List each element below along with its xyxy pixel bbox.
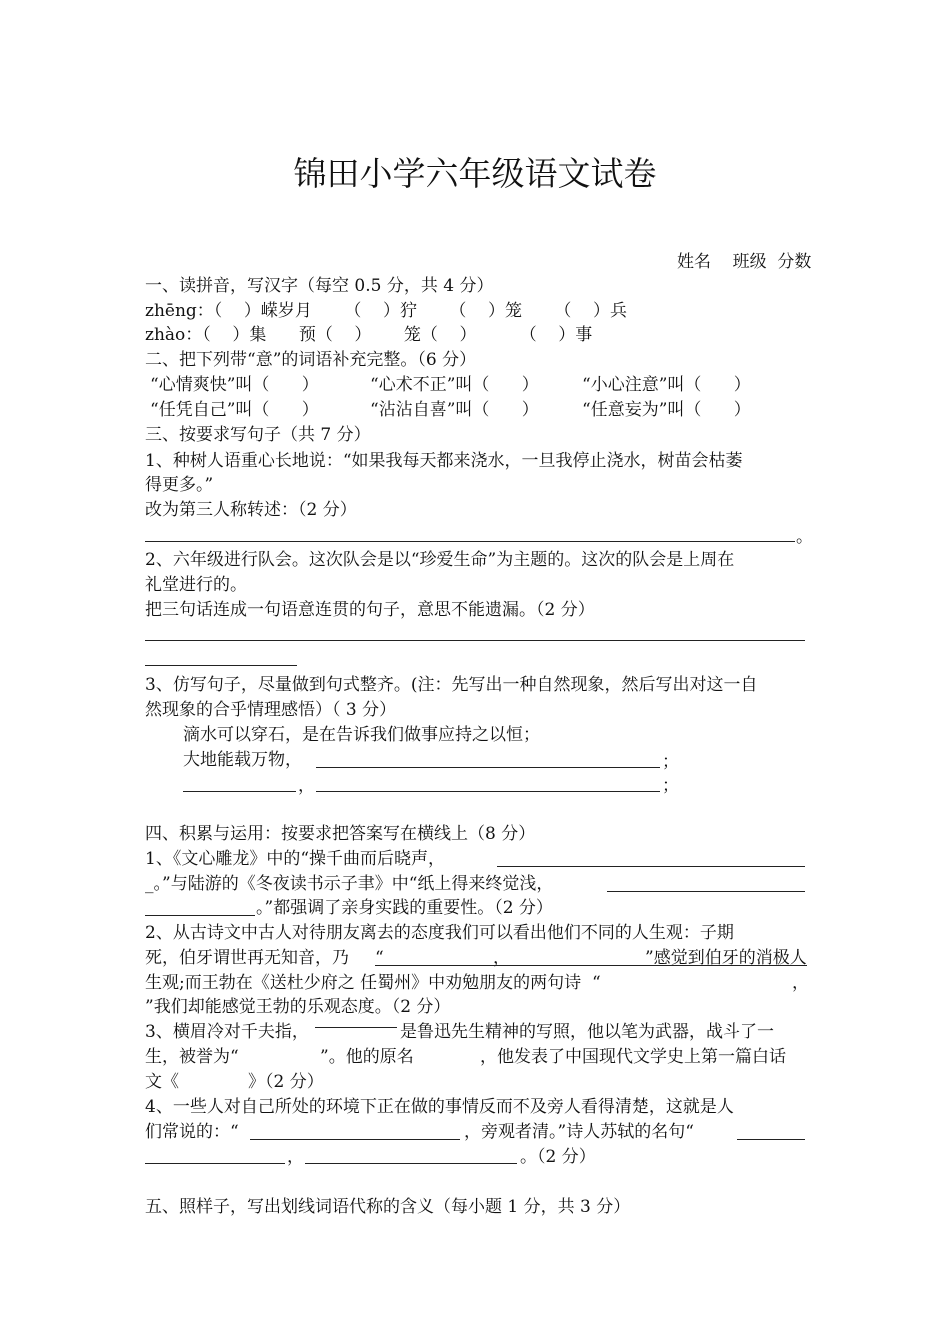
s3-q3-prompt: 大地能载万物， <box>183 750 302 770</box>
s4-q1-blank-3[interactable] <box>145 915 255 916</box>
s3-q2-instruction: 把三句话连成一句语意连贯的句子，意思不能遗漏。（2 分） <box>145 600 595 620</box>
student-info-labels: 姓名 班级 分数 <box>677 252 812 272</box>
s4-q3-line-3b: 》（2 分） <box>248 1072 324 1092</box>
s4-q3-blank-1[interactable] <box>315 1027 397 1028</box>
s4-q1-blank-1[interactable] <box>497 866 805 867</box>
s3-q3-blank-3[interactable] <box>316 791 660 792</box>
pinyin-zhao-line: zhào：（ ）集 预（ ） 笼（ ） （ ）事 <box>145 325 593 345</box>
s4-q4-blank-3[interactable] <box>145 1163 285 1164</box>
s3-q2-text-line-2: 礼堂进行的。 <box>145 575 247 595</box>
section-4-heading: 四、积累与运用：按要求把答案写在横线上（8 分） <box>145 824 536 844</box>
s4-q2-line-3: 生观;而王勃在《送杜少府之 任蜀州》中劝勉朋友的两句诗 “ <box>145 973 601 993</box>
s4-q3-line-2a: 生，被誉为“ <box>145 1047 239 1067</box>
s4-q2-line-4: ”我们却能感觉王勃的乐观态度。（2 分） <box>145 997 451 1017</box>
s3-q1-instruction: 改为第三人称转述：（2 分） <box>145 500 357 520</box>
s4-q1-line-1: 1、《文心雕龙》中的“操千曲而后晓声， <box>145 849 446 869</box>
s4-q2-underline[interactable] <box>375 965 807 966</box>
pinyin-zheng-line: zhēng：（ ）嵘岁月 （ ）狞 （ ）笼 （ ）兵 <box>145 301 628 321</box>
s3-q3-example: 滴水可以穿石，是在告诉我们做事应持之以恒； <box>183 725 540 745</box>
s4-q1-blank-2[interactable] <box>607 891 805 892</box>
s4-q4-blank-4[interactable] <box>305 1163 517 1164</box>
s3-q3-semicolon-1: ； <box>662 752 679 772</box>
section-1-heading: 一、读拼音，写汉字（每空 0.5 分，共 4 分） <box>145 276 494 296</box>
s3-q2-answer-line-2[interactable] <box>145 665 297 666</box>
s3-q3-text-line-2: 然现象的合乎情理感悟）（ 3 分） <box>145 700 397 720</box>
yi-item-4: “任凭自己”叫（ ） <box>150 400 319 420</box>
s4-q3-line-2c: ，他发表了中国现代文学史上第一篇白话 <box>480 1047 786 1067</box>
s4-q4-line-2a: 们常说的：“ <box>145 1122 239 1142</box>
s3-q1-text-line-1: 1、种树人语重心长地说：“如果我每天都来浇水，一旦我停止浇水，树苗会枯萎 <box>145 451 743 471</box>
s4-q4-score: 。（2 分） <box>520 1147 596 1167</box>
s3-q3-semicolon-2: ； <box>662 776 679 796</box>
section-5-heading: 五、照样子，写出划线词语代称的含义（每小题 1 分，共 3 分） <box>145 1197 631 1217</box>
s3-q1-period: 。 <box>796 527 813 547</box>
s4-q4-comma: ， <box>287 1147 304 1167</box>
s3-q3-blank-2[interactable] <box>183 791 296 792</box>
yi-item-1: “心情爽快”叫（ ） <box>150 375 319 395</box>
s3-q1-text-line-2: 得更多。” <box>145 475 214 495</box>
s4-q1-line-3: 。”都强调了亲身实践的重要性。（2 分） <box>256 898 553 918</box>
yi-item-3: “小心注意”叫（ ） <box>582 375 751 395</box>
s4-q4-line-1: 4、一些人对自己所处的环境下正在做的事情反而不及旁人看得清楚，这就是人 <box>145 1097 734 1117</box>
s3-q3-comma: ， <box>298 776 315 796</box>
s4-q3-line-3a: 文《 <box>145 1072 179 1092</box>
s4-q1-line-2: _。”与陆游的《冬夜读书示子聿》中“纸上得来终觉浅， <box>145 874 554 894</box>
s4-q2-comma-2: ， <box>792 973 809 993</box>
section-2-heading: 二、把下列带“意”的词语补充完整。（6 分） <box>145 350 477 370</box>
s3-q3-text-line-1: 3、仿写句子，尽量做到句式整齐。(注：先写出一种自然现象，然后写出对这一自 <box>145 675 758 695</box>
s3-q2-answer-line-1[interactable] <box>145 640 805 641</box>
s4-q2-line-1: 2、从古诗文中古人对待朋友离去的态度我们可以看出他们不同的人生观：子期 <box>145 923 734 943</box>
exam-title: 锦田小学六年级语文试卷 <box>293 154 657 193</box>
yi-item-2: “心术不正”叫（ ） <box>370 375 539 395</box>
s4-q4-line-2b: ，旁观者清。”诗人苏轼的名句“ <box>464 1122 694 1142</box>
s4-q2-line-2a: 死，伯牙谓世再无知音，乃 <box>145 948 349 968</box>
yi-item-5: “沾沾自喜”叫（ ） <box>370 400 539 420</box>
s4-q4-blank-1[interactable] <box>250 1139 460 1140</box>
s4-q2-comma-1: ， <box>493 948 510 968</box>
s3-q2-text-line-1: 2、六年级进行队会。这次队会是以“珍爱生命”为主题的。这次的队会是上周在 <box>145 550 735 570</box>
yi-item-6: “任意妄为”叫（ ） <box>582 400 751 420</box>
s3-q1-answer-line[interactable] <box>145 541 795 542</box>
s4-q3-line-2b: ”。他的原名 <box>320 1047 414 1067</box>
s4-q4-blank-2[interactable] <box>737 1139 805 1140</box>
s3-q3-blank-1[interactable] <box>316 767 660 768</box>
s4-q2-line-2d: ”感觉到伯牙的消极人 <box>645 948 807 968</box>
s4-q3-line-1a: 3、横眉冷对千夫指， <box>145 1022 309 1042</box>
s4-q2-open-quote: “ <box>375 948 384 968</box>
s4-q3-line-1b: 是鲁迅先生精神的写照，他以笔为武器，战斗了一 <box>400 1022 774 1042</box>
section-3-heading: 三、按要求写句子（共 7 分） <box>145 425 371 445</box>
